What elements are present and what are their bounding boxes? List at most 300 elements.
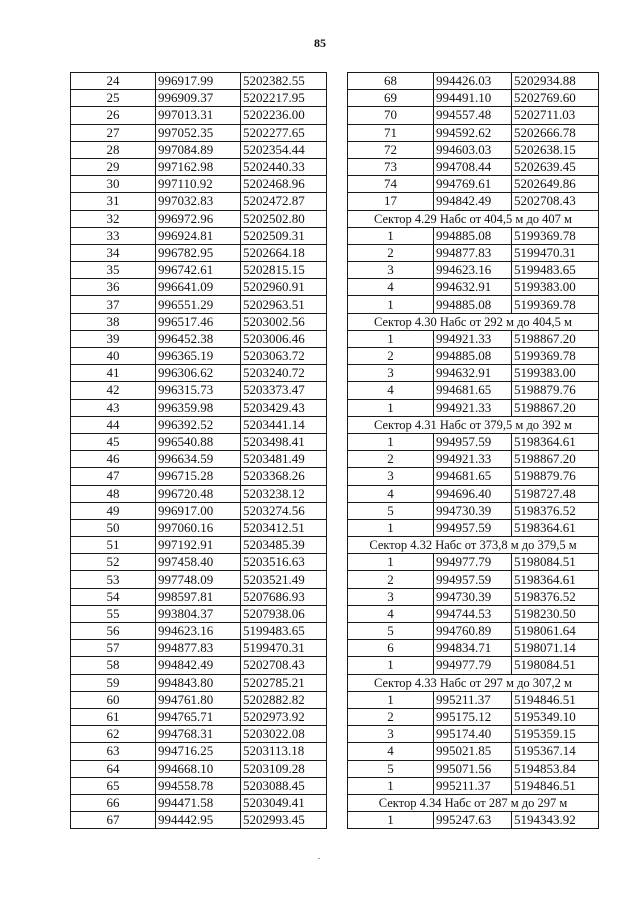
- x-coordinate-cell: 996924.81: [156, 227, 241, 244]
- table-row: [348, 227, 599, 244]
- point-number-cell: 44: [71, 416, 156, 433]
- point-number-cell: 2: [348, 451, 434, 468]
- table-row: [71, 502, 327, 519]
- y-coordinate-cell: 5199369.78: [512, 296, 599, 313]
- x-coordinate-cell: 997052.35: [156, 124, 241, 141]
- point-number-cell: 63: [71, 743, 156, 760]
- y-coordinate-cell: 5199383.00: [512, 365, 599, 382]
- x-coordinate-cell: 994744.53: [434, 605, 512, 622]
- y-coordinate-cell: 5202708.43: [241, 657, 327, 674]
- x-coordinate-cell: 996315.73: [156, 382, 241, 399]
- x-coordinate-cell: 994921.33: [434, 399, 512, 416]
- point-number-cell: 74: [348, 176, 434, 193]
- coordinates-table-left: [70, 72, 327, 829]
- table-row: [348, 708, 599, 725]
- table-row: [71, 399, 327, 416]
- y-coordinate-cell: 5202236.00: [241, 107, 327, 124]
- y-coordinate-cell: 5203498.41: [241, 433, 327, 450]
- y-coordinate-cell: 5199383.00: [512, 279, 599, 296]
- table-row: [71, 262, 327, 279]
- table-row: [71, 554, 327, 571]
- x-coordinate-cell: 995071.56: [434, 760, 512, 777]
- point-number-cell: 1: [348, 330, 434, 347]
- point-number-cell: 68: [348, 73, 434, 90]
- table-row: [348, 640, 599, 657]
- x-coordinate-cell: 996392.52: [156, 416, 241, 433]
- table-row: [348, 176, 599, 193]
- table-row: [71, 623, 327, 640]
- table-row: [71, 382, 327, 399]
- x-coordinate-cell: 997162.98: [156, 158, 241, 175]
- sector-title: Сектор 4.31 Набс от 379,5 м до 392 м: [348, 416, 599, 433]
- x-coordinate-cell: 996972.96: [156, 210, 241, 227]
- sector-header-row: [348, 416, 599, 433]
- table-row: [71, 794, 327, 811]
- y-coordinate-cell: 5203113.18: [241, 743, 327, 760]
- y-coordinate-cell: 5202664.18: [241, 244, 327, 261]
- table-row: [348, 330, 599, 347]
- table-row: [348, 158, 599, 175]
- y-coordinate-cell: 5202638.15: [512, 141, 599, 158]
- point-number-cell: 60: [71, 691, 156, 708]
- x-coordinate-cell: 994557.48: [434, 107, 512, 124]
- table-row: [71, 210, 327, 227]
- point-number-cell: 25: [71, 90, 156, 107]
- x-coordinate-cell: 996365.19: [156, 348, 241, 365]
- point-number-cell: 28: [71, 141, 156, 158]
- y-coordinate-cell: 5198376.52: [512, 588, 599, 605]
- y-coordinate-cell: 5203088.45: [241, 777, 327, 794]
- y-coordinate-cell: 5198084.51: [512, 554, 599, 571]
- y-coordinate-cell: 5203516.63: [241, 554, 327, 571]
- point-number-cell: 32: [71, 210, 156, 227]
- point-number-cell: 42: [71, 382, 156, 399]
- x-coordinate-cell: 994957.59: [434, 433, 512, 450]
- y-coordinate-cell: 5194846.51: [512, 691, 599, 708]
- y-coordinate-cell: 5202960.91: [241, 279, 327, 296]
- y-coordinate-cell: 5198867.20: [512, 451, 599, 468]
- y-coordinate-cell: 5203022.08: [241, 726, 327, 743]
- x-coordinate-cell: 997084.89: [156, 141, 241, 158]
- y-coordinate-cell: 5202502.80: [241, 210, 327, 227]
- y-coordinate-cell: 5198376.52: [512, 502, 599, 519]
- table-row: [71, 726, 327, 743]
- table-row: [71, 433, 327, 450]
- table-row: [348, 399, 599, 416]
- point-number-cell: 48: [71, 485, 156, 502]
- table-row: [71, 313, 327, 330]
- point-number-cell: 1: [348, 399, 434, 416]
- point-number-cell: 57: [71, 640, 156, 657]
- x-coordinate-cell: 994921.33: [434, 330, 512, 347]
- y-coordinate-cell: 5198061.64: [512, 623, 599, 640]
- point-number-cell: 72: [348, 141, 434, 158]
- table-row: [71, 330, 327, 347]
- point-number-cell: 47: [71, 468, 156, 485]
- point-number-cell: 1: [348, 691, 434, 708]
- x-coordinate-cell: 994842.49: [434, 193, 512, 210]
- x-coordinate-cell: 993804.37: [156, 605, 241, 622]
- sector-title: Сектор 4.29 Набс от 404,5 м до 407 м: [348, 210, 599, 227]
- point-number-cell: 65: [71, 777, 156, 794]
- table-row: [71, 537, 327, 554]
- x-coordinate-cell: 996551.29: [156, 296, 241, 313]
- table-row: [348, 451, 599, 468]
- y-coordinate-cell: 5198879.76: [512, 382, 599, 399]
- table-row: [71, 657, 327, 674]
- point-number-cell: 1: [348, 433, 434, 450]
- point-number-cell: 30: [71, 176, 156, 193]
- x-coordinate-cell: 994885.08: [434, 296, 512, 313]
- x-coordinate-cell: 995211.37: [434, 777, 512, 794]
- x-coordinate-cell: 994730.39: [434, 588, 512, 605]
- x-coordinate-cell: 996742.61: [156, 262, 241, 279]
- table-row: [348, 743, 599, 760]
- x-coordinate-cell: 994977.79: [434, 657, 512, 674]
- x-coordinate-cell: 996634.59: [156, 451, 241, 468]
- x-coordinate-cell: 996917.99: [156, 73, 241, 90]
- x-coordinate-cell: 997192.91: [156, 537, 241, 554]
- y-coordinate-cell: 5202666.78: [512, 124, 599, 141]
- table-row: [348, 141, 599, 158]
- table-row: [348, 262, 599, 279]
- table-row: [348, 605, 599, 622]
- y-coordinate-cell: 5202509.31: [241, 227, 327, 244]
- point-number-cell: 61: [71, 708, 156, 725]
- table-row: [71, 519, 327, 536]
- point-number-cell: 37: [71, 296, 156, 313]
- point-number-cell: 17: [348, 193, 434, 210]
- y-coordinate-cell: 5194846.51: [512, 777, 599, 794]
- x-coordinate-cell: 994696.40: [434, 485, 512, 502]
- x-coordinate-cell: 995021.85: [434, 743, 512, 760]
- y-coordinate-cell: 5203441.14: [241, 416, 327, 433]
- point-number-cell: 3: [348, 726, 434, 743]
- y-coordinate-cell: 5195367.14: [512, 743, 599, 760]
- point-number-cell: 51: [71, 537, 156, 554]
- y-coordinate-cell: 5198867.20: [512, 399, 599, 416]
- y-coordinate-cell: 5199470.31: [241, 640, 327, 657]
- table-row: [348, 623, 599, 640]
- table-row: [348, 485, 599, 502]
- point-number-cell: 1: [348, 657, 434, 674]
- y-coordinate-cell: 5202639.45: [512, 158, 599, 175]
- y-coordinate-cell: 5198230.50: [512, 605, 599, 622]
- y-coordinate-cell: 5203429.43: [241, 399, 327, 416]
- table-row: [348, 571, 599, 588]
- x-coordinate-cell: 994632.91: [434, 279, 512, 296]
- table-row: [71, 90, 327, 107]
- table-row: [348, 657, 599, 674]
- x-coordinate-cell: 994921.33: [434, 451, 512, 468]
- point-number-cell: 5: [348, 623, 434, 640]
- x-coordinate-cell: 997060.16: [156, 519, 241, 536]
- table-row: [71, 691, 327, 708]
- y-coordinate-cell: 5202711.03: [512, 107, 599, 124]
- point-number-cell: 39: [71, 330, 156, 347]
- point-number-cell: 6: [348, 640, 434, 657]
- point-number-cell: 1: [348, 554, 434, 571]
- table-row: [348, 124, 599, 141]
- y-coordinate-cell: 5202963.51: [241, 296, 327, 313]
- y-coordinate-cell: 5203238.12: [241, 485, 327, 502]
- sector-header-row: [348, 537, 599, 554]
- x-coordinate-cell: 994623.16: [434, 262, 512, 279]
- y-coordinate-cell: 5202472.87: [241, 193, 327, 210]
- x-coordinate-cell: 996917.00: [156, 502, 241, 519]
- table-row: [348, 812, 599, 829]
- point-number-cell: 59: [71, 674, 156, 691]
- point-number-cell: 1: [348, 777, 434, 794]
- y-coordinate-cell: 5198364.61: [512, 433, 599, 450]
- point-number-cell: 24: [71, 73, 156, 90]
- table-row: [348, 777, 599, 794]
- point-number-cell: 29: [71, 158, 156, 175]
- point-number-cell: 3: [348, 588, 434, 605]
- y-coordinate-cell: 5203368.26: [241, 468, 327, 485]
- point-number-cell: 56: [71, 623, 156, 640]
- x-coordinate-cell: 994842.49: [156, 657, 241, 674]
- table-row: [71, 176, 327, 193]
- sector-title: Сектор 4.33 Набс от 297 м до 307,2 м: [348, 674, 599, 691]
- y-coordinate-cell: 5198364.61: [512, 519, 599, 536]
- table-row: [348, 433, 599, 450]
- x-coordinate-cell: 994491.10: [434, 90, 512, 107]
- point-number-cell: 64: [71, 760, 156, 777]
- y-coordinate-cell: 5207686.93: [241, 588, 327, 605]
- table-row: [71, 674, 327, 691]
- point-number-cell: 33: [71, 227, 156, 244]
- x-coordinate-cell: 994592.62: [434, 124, 512, 141]
- point-number-cell: 43: [71, 399, 156, 416]
- y-coordinate-cell: 5198364.61: [512, 571, 599, 588]
- y-coordinate-cell: 5202708.43: [512, 193, 599, 210]
- point-number-cell: 3: [348, 468, 434, 485]
- sector-header-row: [348, 313, 599, 330]
- x-coordinate-cell: 996720.48: [156, 485, 241, 502]
- x-coordinate-cell: 994877.83: [434, 244, 512, 261]
- table-row: [71, 640, 327, 657]
- table-row: [71, 107, 327, 124]
- y-coordinate-cell: 5203240.72: [241, 365, 327, 382]
- y-coordinate-cell: 5202815.15: [241, 262, 327, 279]
- x-coordinate-cell: 995247.63: [434, 812, 512, 829]
- point-number-cell: 46: [71, 451, 156, 468]
- scan-speck: [318, 858, 320, 859]
- point-number-cell: 41: [71, 365, 156, 382]
- y-coordinate-cell: 5194853.84: [512, 760, 599, 777]
- x-coordinate-cell: 997458.40: [156, 554, 241, 571]
- point-number-cell: 3: [348, 365, 434, 382]
- y-coordinate-cell: 5202769.60: [512, 90, 599, 107]
- x-coordinate-cell: 994885.08: [434, 227, 512, 244]
- y-coordinate-cell: 5198879.76: [512, 468, 599, 485]
- x-coordinate-cell: 994681.65: [434, 382, 512, 399]
- x-coordinate-cell: 994957.59: [434, 519, 512, 536]
- x-coordinate-cell: 994769.61: [434, 176, 512, 193]
- table-row: [71, 760, 327, 777]
- point-number-cell: 1: [348, 812, 434, 829]
- table-row: [71, 777, 327, 794]
- y-coordinate-cell: 5202649.86: [512, 176, 599, 193]
- point-number-cell: 5: [348, 760, 434, 777]
- y-coordinate-cell: 5198071.14: [512, 640, 599, 657]
- x-coordinate-cell: 994442.95: [156, 812, 241, 829]
- point-number-cell: 66: [71, 794, 156, 811]
- table-row: [348, 279, 599, 296]
- x-coordinate-cell: 994760.89: [434, 623, 512, 640]
- point-number-cell: 71: [348, 124, 434, 141]
- point-number-cell: 62: [71, 726, 156, 743]
- y-coordinate-cell: 5202934.88: [512, 73, 599, 90]
- point-number-cell: 4: [348, 485, 434, 502]
- y-coordinate-cell: 5203109.28: [241, 760, 327, 777]
- x-coordinate-cell: 994834.71: [434, 640, 512, 657]
- y-coordinate-cell: 5203373.47: [241, 382, 327, 399]
- point-number-cell: 50: [71, 519, 156, 536]
- table-row: [71, 158, 327, 175]
- table-row: [71, 73, 327, 90]
- y-coordinate-cell: 5203002.56: [241, 313, 327, 330]
- table-row: [71, 812, 327, 829]
- point-number-cell: 4: [348, 743, 434, 760]
- point-number-cell: 2: [348, 708, 434, 725]
- table-row: [71, 296, 327, 313]
- x-coordinate-cell: 995211.37: [434, 691, 512, 708]
- table-row: [348, 502, 599, 519]
- x-coordinate-cell: 994471.58: [156, 794, 241, 811]
- table-row: [348, 348, 599, 365]
- x-coordinate-cell: 996452.38: [156, 330, 241, 347]
- table-row: [71, 279, 327, 296]
- table-row: [348, 73, 599, 90]
- y-coordinate-cell: 5202440.33: [241, 158, 327, 175]
- x-coordinate-cell: 996306.62: [156, 365, 241, 382]
- x-coordinate-cell: 997032.83: [156, 193, 241, 210]
- y-coordinate-cell: 5202277.65: [241, 124, 327, 141]
- x-coordinate-cell: 995174.40: [434, 726, 512, 743]
- y-coordinate-cell: 5203412.51: [241, 519, 327, 536]
- table-row: [348, 726, 599, 743]
- point-number-cell: 4: [348, 382, 434, 399]
- y-coordinate-cell: 5199470.31: [512, 244, 599, 261]
- point-number-cell: 73: [348, 158, 434, 175]
- table-row: [348, 382, 599, 399]
- table-row: [71, 124, 327, 141]
- x-coordinate-cell: 997013.31: [156, 107, 241, 124]
- y-coordinate-cell: 5202785.21: [241, 674, 327, 691]
- x-coordinate-cell: 996715.28: [156, 468, 241, 485]
- point-number-cell: 53: [71, 571, 156, 588]
- table-row: [348, 193, 599, 210]
- x-coordinate-cell: 994632.91: [434, 365, 512, 382]
- x-coordinate-cell: 994885.08: [434, 348, 512, 365]
- table-row: [71, 193, 327, 210]
- x-coordinate-cell: 994603.03: [434, 141, 512, 158]
- point-number-cell: 2: [348, 348, 434, 365]
- table-row: [348, 588, 599, 605]
- x-coordinate-cell: 994761.80: [156, 691, 241, 708]
- point-number-cell: 1: [348, 296, 434, 313]
- sector-header-row: [348, 674, 599, 691]
- point-number-cell: 58: [71, 657, 156, 674]
- x-coordinate-cell: 994558.78: [156, 777, 241, 794]
- table-row: [348, 365, 599, 382]
- y-coordinate-cell: 5203481.49: [241, 451, 327, 468]
- y-coordinate-cell: 5202354.44: [241, 141, 327, 158]
- y-coordinate-cell: 5202217.95: [241, 90, 327, 107]
- table-row: [71, 451, 327, 468]
- x-coordinate-cell: 994716.25: [156, 743, 241, 760]
- y-coordinate-cell: 5194343.92: [512, 812, 599, 829]
- x-coordinate-cell: 996517.46: [156, 313, 241, 330]
- table-row: [348, 691, 599, 708]
- y-coordinate-cell: 5199369.78: [512, 227, 599, 244]
- y-coordinate-cell: 5203485.39: [241, 537, 327, 554]
- y-coordinate-cell: 5202993.45: [241, 812, 327, 829]
- point-number-cell: 67: [71, 812, 156, 829]
- x-coordinate-cell: 996359.98: [156, 399, 241, 416]
- y-coordinate-cell: 5199369.78: [512, 348, 599, 365]
- table-row: [348, 468, 599, 485]
- sector-title: Сектор 4.34 Набс от 287 м до 297 м: [348, 794, 599, 811]
- y-coordinate-cell: 5195359.15: [512, 726, 599, 743]
- table-row: [71, 416, 327, 433]
- point-number-cell: 1: [348, 519, 434, 536]
- x-coordinate-cell: 998597.81: [156, 588, 241, 605]
- y-coordinate-cell: 5202468.96: [241, 176, 327, 193]
- y-coordinate-cell: 5203521.49: [241, 571, 327, 588]
- y-coordinate-cell: 5203049.41: [241, 794, 327, 811]
- x-coordinate-cell: 994668.10: [156, 760, 241, 777]
- y-coordinate-cell: 5202973.92: [241, 708, 327, 725]
- point-number-cell: 70: [348, 107, 434, 124]
- x-coordinate-cell: 996641.09: [156, 279, 241, 296]
- table-row: [348, 107, 599, 124]
- y-coordinate-cell: 5203274.56: [241, 502, 327, 519]
- y-coordinate-cell: 5199483.65: [512, 262, 599, 279]
- x-coordinate-cell: 996782.95: [156, 244, 241, 261]
- point-number-cell: 5: [348, 502, 434, 519]
- sector-title: Сектор 4.30 Набс от 292 м до 404,5 м: [348, 313, 599, 330]
- x-coordinate-cell: 994877.83: [156, 640, 241, 657]
- y-coordinate-cell: 5203063.72: [241, 348, 327, 365]
- point-number-cell: 38: [71, 313, 156, 330]
- table-row: [71, 365, 327, 382]
- sector-header-row: [348, 794, 599, 811]
- y-coordinate-cell: 5203006.46: [241, 330, 327, 347]
- y-coordinate-cell: 5202382.55: [241, 73, 327, 90]
- table-row: [71, 588, 327, 605]
- point-number-cell: 55: [71, 605, 156, 622]
- x-coordinate-cell: 997110.92: [156, 176, 241, 193]
- table-row: [71, 244, 327, 261]
- table-row: [348, 760, 599, 777]
- table-row: [71, 605, 327, 622]
- x-coordinate-cell: 996540.88: [156, 433, 241, 450]
- point-number-cell: 45: [71, 433, 156, 450]
- x-coordinate-cell: 996909.37: [156, 90, 241, 107]
- table-row: [71, 743, 327, 760]
- table-row: [71, 227, 327, 244]
- x-coordinate-cell: 994681.65: [434, 468, 512, 485]
- y-coordinate-cell: 5198084.51: [512, 657, 599, 674]
- point-number-cell: 31: [71, 193, 156, 210]
- sector-title: Сектор 4.32 Набс от 373,8 м до 379,5 м: [348, 537, 599, 554]
- point-number-cell: 52: [71, 554, 156, 571]
- point-number-cell: 40: [71, 348, 156, 365]
- table-row: [71, 141, 327, 158]
